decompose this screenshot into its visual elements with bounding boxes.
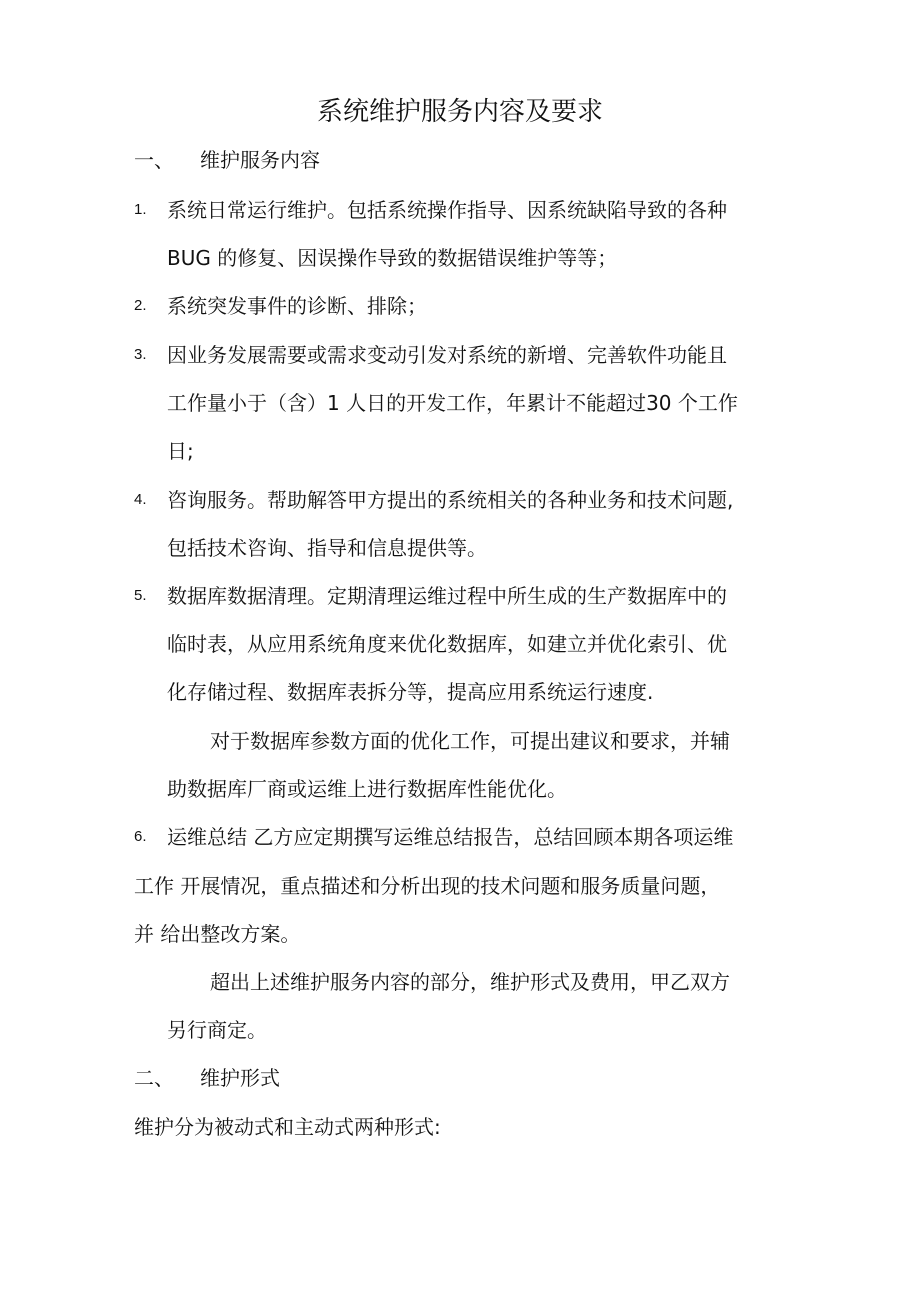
section-2-marker: 二、	[134, 1066, 174, 1090]
list-item-line: 咨询服务。帮助解答甲方提出的系统相关的各种业务和技术问题,	[167, 488, 734, 512]
section-2-title: 维护形式	[200, 1066, 280, 1090]
list-item-line: BUG 的修复、因误操作导致的数据错误维护等等；	[167, 246, 618, 270]
list-item-line: 化存储过程、数据库表拆分等，提高应用系统运行速度.	[167, 680, 654, 704]
list-item-line: 临时表，从应用系统角度来优化数据库，如建立并优化索引、优	[167, 632, 727, 656]
closing-paragraph-line: 另行商定。	[167, 1018, 267, 1042]
list-item-number: 3.	[134, 346, 147, 363]
list-item-paragraph-line: 助数据库厂商或运维上进行数据库性能优化。	[167, 777, 567, 801]
list-item-number: 5.	[134, 587, 147, 604]
list-item-line: 并 给出整改方案。	[134, 922, 301, 946]
list-item-line: 工作 开展情况，重点描述和分析出现的技术问题和服务质量问题，	[134, 874, 721, 898]
list-item-line: 数据库数据清理。定期清理运维过程中所生成的生产数据库中的	[167, 584, 727, 608]
list-item-number: 1.	[134, 201, 147, 218]
list-item-number: 2.	[134, 297, 147, 314]
list-item-paragraph-line: 对于数据库参数方面的优化工作，可提出建议和要求，并辅	[210, 729, 730, 753]
section-1-marker: 一、	[134, 148, 174, 172]
list-item-line: 工作量小于（含）1 人日的开发工作，年累计不能超过30 个工作	[167, 391, 738, 415]
list-item-line: 运维总结 乙方应定期撰写运维总结报告，总结回顾本期各项运维	[167, 825, 734, 849]
list-item-line: 日;	[167, 439, 194, 463]
section-1-title: 维护服务内容	[200, 148, 320, 172]
list-item-line: 包括技术咨询、指导和信息提供等。	[167, 536, 487, 560]
section-2-text: 维护分为被动式和主动式两种形式:	[134, 1115, 441, 1139]
closing-paragraph-line: 超出上述维护服务内容的部分，维护形式及费用，甲乙双方	[210, 970, 730, 994]
list-item-line: 因业务发展需要或需求变动引发对系统的新增、完善软件功能且	[167, 343, 727, 367]
list-item-line: 系统日常运行维护。包括系统操作指导、因系统缺陷导致的各种	[167, 198, 727, 222]
list-item-number: 4.	[134, 491, 147, 508]
list-item-line: 系统突发事件的诊断、排除；	[167, 294, 427, 318]
list-item-number: 6.	[134, 828, 147, 845]
document-title: 系统维护服务内容及要求	[316, 97, 603, 127]
